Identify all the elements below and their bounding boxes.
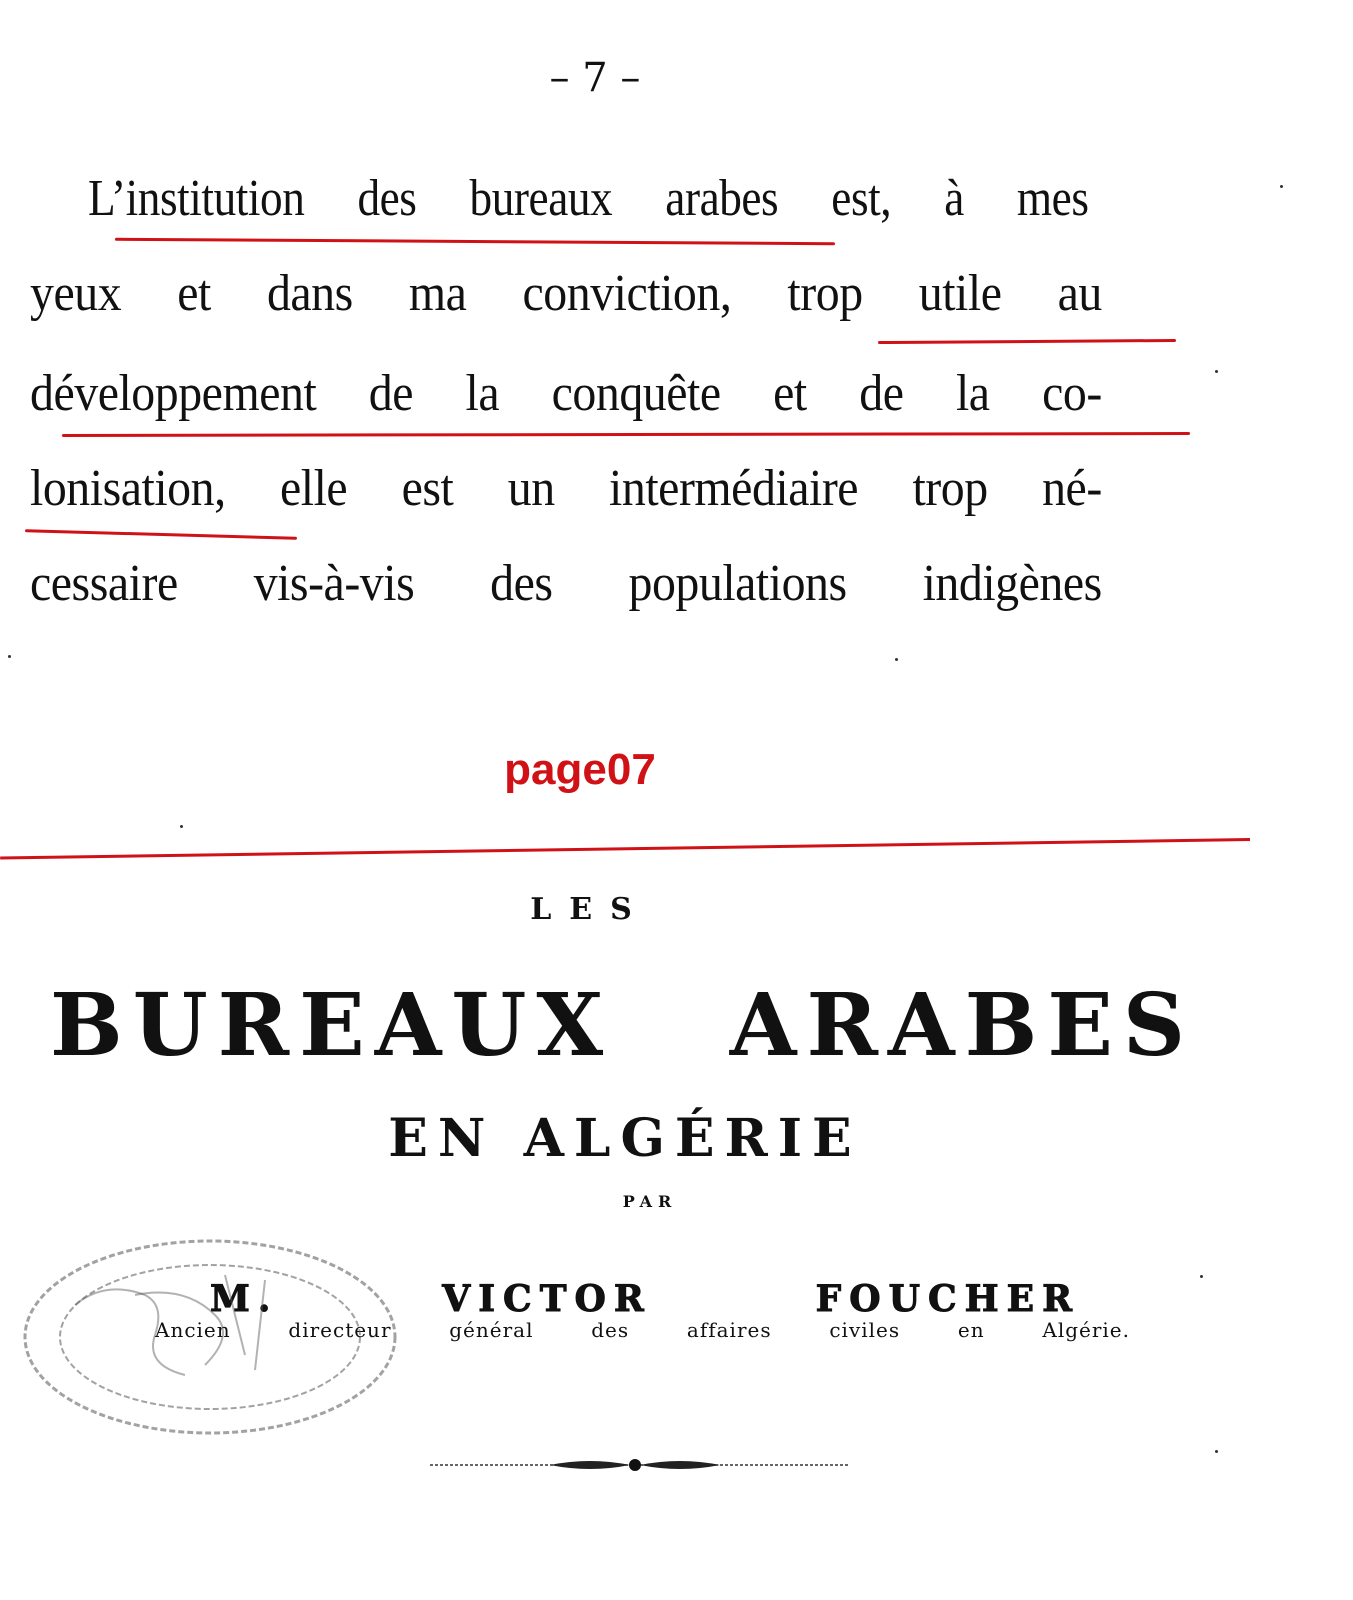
scan-speck (1280, 185, 1283, 188)
scan-speck (1200, 1275, 1203, 1278)
red-divider (0, 838, 1250, 860)
library-stamp-icon (15, 1235, 400, 1440)
author-title: Ancien directeur général des affaires civiles en Algérie. (155, 1318, 1130, 1342)
body-line-2: yeux et dans ma conviction, trop utile au (30, 265, 1102, 322)
main-title-word-2: ARABES (729, 975, 1195, 1076)
page-marker-label: page07 (504, 745, 656, 794)
body-line-5: cessaire vis-à-vis des populations indigènes (30, 555, 1102, 612)
title-par: PAR (622, 1192, 678, 1211)
scan-speck (1215, 1450, 1218, 1453)
scan-speck (8, 655, 11, 658)
main-title (50, 975, 1195, 1076)
author-name: M. VICTOR FOUCHER (210, 1278, 1080, 1320)
scan-speck (180, 825, 183, 828)
main-title-word-1: BUREAUX (50, 975, 614, 1076)
title-place: EN ALGÉRIE (388, 1108, 862, 1169)
title-les: LES (530, 892, 650, 927)
ornament-fleuron-icon (430, 1455, 850, 1475)
page-number: – 7 – (549, 55, 641, 101)
scan-speck (1215, 370, 1218, 373)
body-line-1: L’institution des bureaux arabes est, à mes (88, 170, 1089, 227)
body-line-3: développement de la conquête et de la co- (30, 365, 1102, 422)
body-line-4: lonisation, elle est un intermédiaire trop né- (30, 460, 1102, 517)
scan-speck (895, 658, 898, 661)
